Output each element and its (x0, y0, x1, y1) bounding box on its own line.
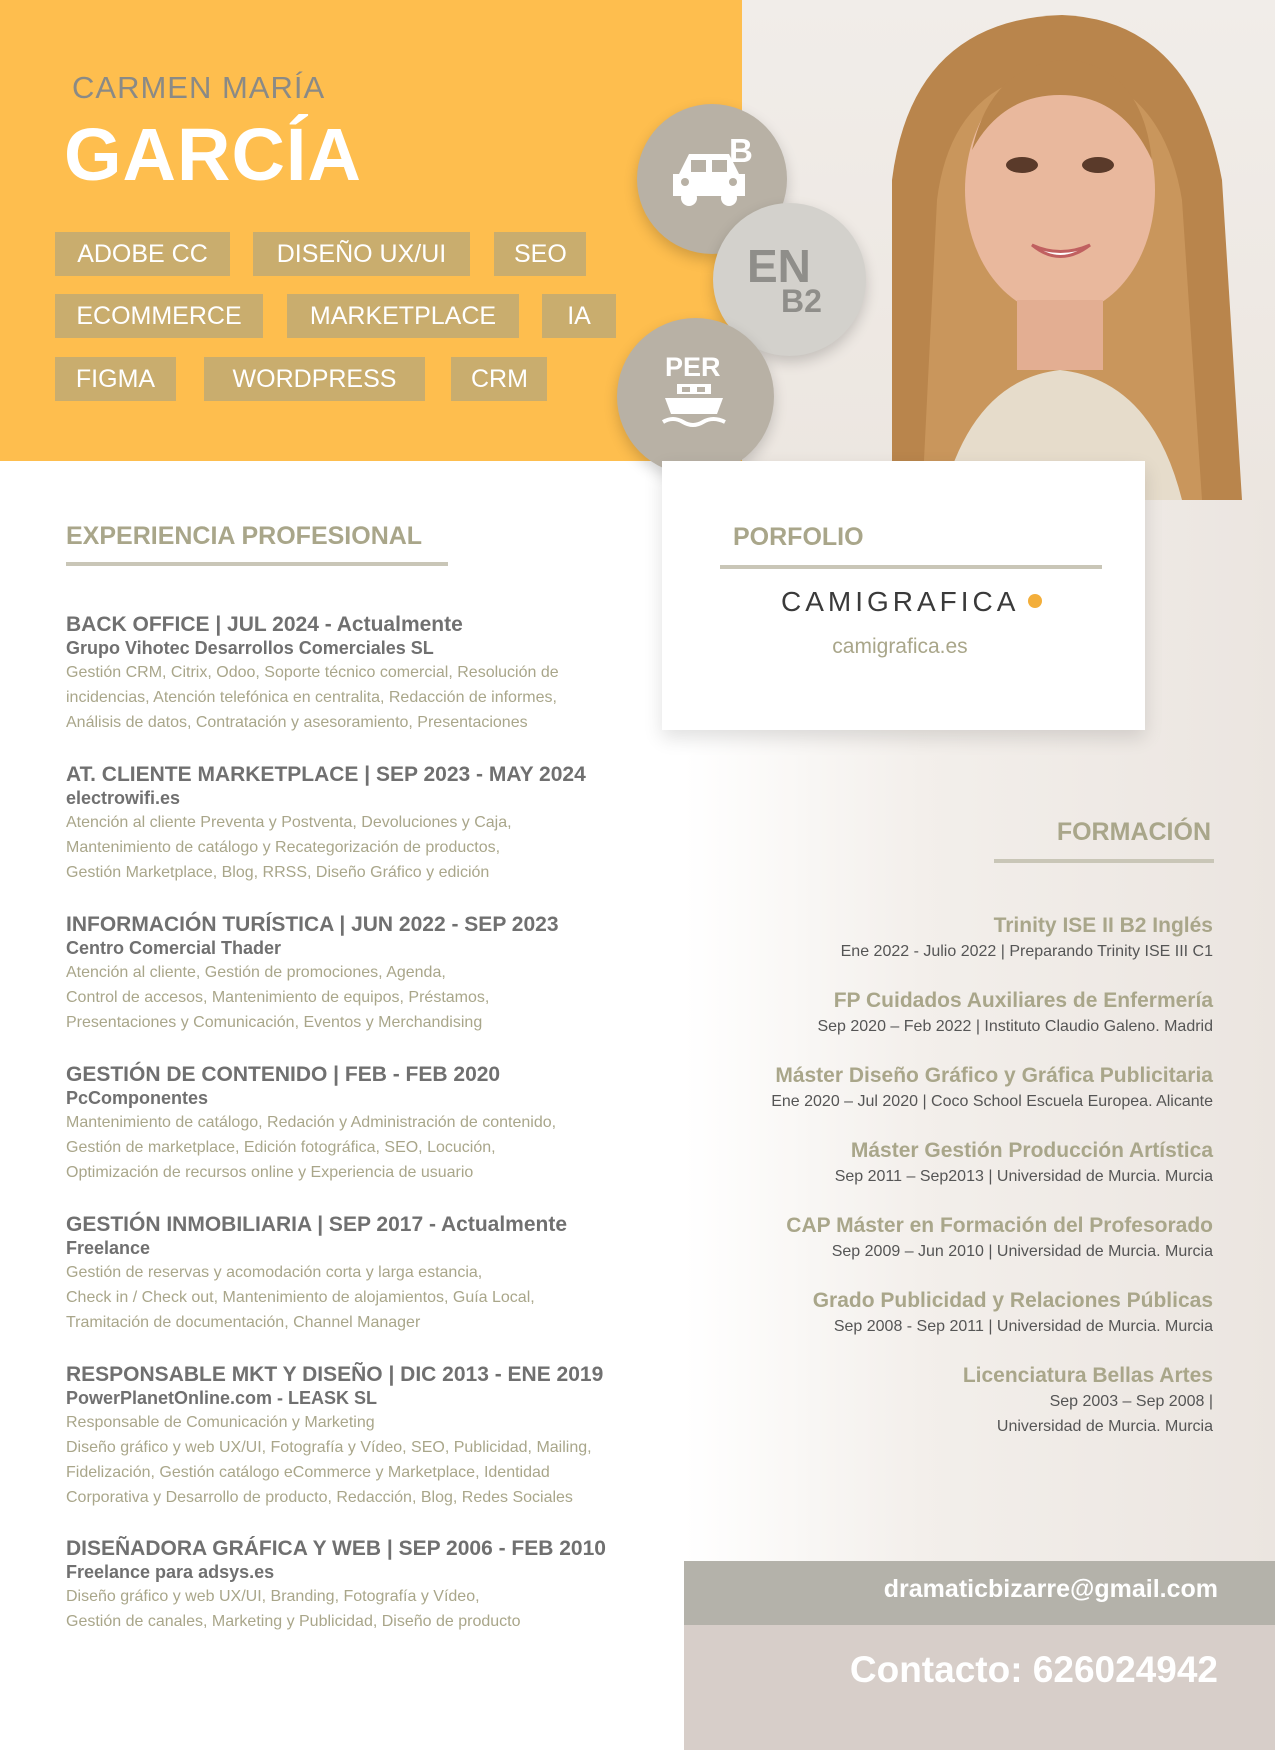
contact-bar (684, 1625, 1275, 1750)
language-level: B2 (781, 283, 822, 319)
job-entry (66, 1363, 686, 1510)
skill-tag: MARKETPLACE (287, 294, 519, 338)
job-title: AT. CLIENTE MARKETPLACE | SEP 2023 - MAY 2024 (66, 763, 586, 786)
education-title-item: Máster Gestión Producción Artística (850, 1139, 1213, 1162)
job-desc-line: Diseño gráfico y web UX/UI, Branding, Fotografía y Vídeo, (66, 1588, 480, 1605)
job-entry (66, 1063, 686, 1185)
education-detail: Sep 2008 - Sep 2011 | Universidad de Murcia. Murcia (833, 1318, 1213, 1335)
job-desc-line: Control de accesos, Mantenimiento de equipos, Préstamos, (66, 989, 490, 1006)
job-desc-line: Diseño gráfico y web UX/UI, Fotografía y Vídeo, SEO, Publicidad, Mailing, (66, 1439, 592, 1456)
job-desc-line: Atención al cliente, Gestión de promociones, Agenda, (66, 964, 446, 981)
job-desc-line: Atención al cliente Preventa y Postventa, Devoluciones y Caja, (66, 814, 512, 831)
job-desc-line: Gestión Marketplace, Blog, RRSS, Diseño Gráfico y edición (66, 864, 490, 881)
education-title-item: CAP Máster en Formación del Profesorado (786, 1214, 1213, 1237)
job-desc-line: Gestión de marketplace, Edición fotográfica, SEO, Locución, (66, 1139, 496, 1156)
job-description (66, 1260, 686, 1335)
job-desc-line: incidencias, Atención telefónica en centralita, Redacción de informes, (66, 689, 557, 706)
email-link[interactable]: dramaticbizarre@gmail.com (883, 1575, 1218, 1603)
job-description (66, 960, 686, 1035)
job-desc-line: Gestión de canales, Marketing y Publicidad, Diseño de producto (66, 1613, 521, 1630)
job-company: Centro Comercial Thader (66, 938, 282, 958)
portfolio-rule (720, 565, 1102, 569)
boat-icon (617, 318, 774, 475)
logo-dot-icon (1028, 594, 1042, 608)
job-company: PcComponentes (66, 1088, 209, 1108)
job-desc-line: Presentaciones y Comunicación, Eventos y Merchandising (66, 1014, 483, 1031)
job-desc-line: Tramitación de documentación, Channel Manager (66, 1314, 421, 1331)
education-detail: Sep 2020 – Feb 2022 | Instituto Claudio Galeno. Madrid (817, 1018, 1213, 1035)
job-desc-line: Corporativa y Desarrollo de producto, Redacción, Blog, Redes Sociales (66, 1489, 573, 1506)
education-entry (653, 989, 1213, 1039)
education-detail: Universidad de Murcia. Murcia (996, 1418, 1213, 1435)
job-desc-line: Gestión CRM, Citrix, Odoo, Soporte técnico comercial, Resolución de (66, 664, 559, 681)
education-entry (653, 1364, 1213, 1439)
skill-tag: ECOMMERCE (55, 294, 263, 338)
job-company: PowerPlanetOnline.com - LEASK SL (66, 1388, 378, 1408)
job-title: GESTIÓN INMOBILIARIA | SEP 2017 - Actualmente (66, 1213, 568, 1236)
education-detail: Ene 2020 – Jul 2020 | Coco School Escuela Europea. Alicante (771, 1093, 1213, 1110)
language-code: EN (747, 240, 811, 292)
job-title: GESTIÓN DE CONTENIDO | FEB - FEB 2020 (66, 1063, 501, 1086)
education-detail: Sep 2003 – Sep 2008 | (1049, 1393, 1213, 1410)
last-name: GARCÍA (64, 113, 362, 196)
job-entry (66, 913, 686, 1035)
job-desc-line: Optimización de recursos online y Experiencia de usuario (66, 1164, 474, 1181)
skill-tag: SEO (494, 232, 586, 276)
phone-contact[interactable]: Contacto: 626024942 (849, 1649, 1218, 1690)
license-letter: B (729, 132, 753, 169)
experience-title: EXPERIENCIA PROFESIONAL (66, 522, 423, 550)
job-description (66, 810, 686, 885)
education-detail: Sep 2009 – Jun 2010 | Universidad de Murcia. Murcia (831, 1243, 1213, 1260)
education-title-item: Trinity ISE II B2 Inglés (993, 914, 1213, 937)
skill-tag: WORDPRESS (204, 357, 425, 401)
job-title: RESPONSABLE MKT Y DISEÑO | DIC 2013 - ENE 2019 (66, 1363, 604, 1386)
portfolio-logo: CAMIGRAFICA (781, 586, 1020, 617)
skill-tag: ADOBE CC (55, 232, 230, 276)
job-desc-line: Fidelización, Gestión catálogo eCommerce y Marketplace, Identidad (66, 1464, 550, 1481)
job-description (66, 660, 686, 735)
job-entry (66, 763, 686, 885)
job-company: Grupo Vihotec Desarrollos Comerciales SL (66, 638, 434, 658)
portfolio-website-link[interactable]: camigrafica.es (832, 635, 968, 658)
education-entry (653, 914, 1213, 964)
job-desc-line: Mantenimiento de catálogo, Redación y Administración de contenido, (66, 1114, 557, 1131)
skill-tag: FIGMA (55, 357, 176, 401)
job-desc-line: Mantenimiento de catálogo y Recategorización de productos, (66, 839, 501, 856)
education-title-item: Licenciatura Bellas Artes (962, 1364, 1213, 1387)
education-entry (653, 1064, 1213, 1114)
email-bar (684, 1561, 1275, 1625)
job-title: INFORMACIÓN TURÍSTICA | JUN 2022 - SEP 2023 (66, 913, 559, 936)
first-name: CARMEN MARÍA (72, 70, 326, 105)
education-title-item: Grado Publicidad y Relaciones Públicas (812, 1289, 1213, 1312)
skill-tag: IA (542, 294, 616, 338)
job-entry (66, 1213, 686, 1335)
job-title: BACK OFFICE | JUL 2024 - Actualmente (66, 613, 463, 636)
job-desc-line: Check in / Check out, Mantenimiento de alojamientos, Guía Local, (66, 1289, 535, 1306)
education-entry (653, 1139, 1213, 1189)
education-rule (994, 859, 1214, 863)
job-title: DISEÑADORA GRÁFICA Y WEB | SEP 2006 - FEB 2010 (66, 1537, 606, 1560)
job-entry (66, 1537, 686, 1634)
job-desc-line: Análisis de datos, Contratación y asesoramiento, Presentaciones (66, 714, 528, 731)
skill-tag: CRM (451, 357, 547, 401)
education-entry (653, 1289, 1213, 1339)
education-title: FORMACIÓN (1056, 818, 1211, 846)
job-description (66, 1410, 686, 1510)
education-detail: Ene 2022 - Julio 2022 | Preparando Trinity ISE III C1 (840, 943, 1213, 960)
job-company: Freelance (66, 1238, 151, 1258)
job-desc-line: Gestión de reservas y acomodación corta y larga estancia, (66, 1264, 483, 1281)
skill-tag: DISEÑO UX/UI (253, 232, 470, 276)
experience-rule (66, 562, 448, 566)
education-title-item: Máster Diseño Gráfico y Gráfica Publicitaria (775, 1064, 1213, 1087)
boat-license-label: PER (665, 352, 721, 382)
job-description (66, 1110, 686, 1185)
education-entry (653, 1214, 1213, 1264)
education-title-item: FP Cuidados Auxiliares de Enfermería (833, 989, 1213, 1012)
job-company: electrowifi.es (66, 788, 181, 808)
education-detail: Sep 2011 – Sep2013 | Universidad de Murcia. Murcia (834, 1168, 1213, 1185)
boat-license-badge (617, 318, 774, 475)
job-company: Freelance para adsys.es (66, 1562, 275, 1582)
job-desc-line: Responsable de Comunicación y Marketing (66, 1414, 375, 1431)
portfolio-title: PORFOLIO (733, 523, 864, 551)
job-description (66, 1584, 686, 1634)
job-entry (66, 613, 686, 735)
